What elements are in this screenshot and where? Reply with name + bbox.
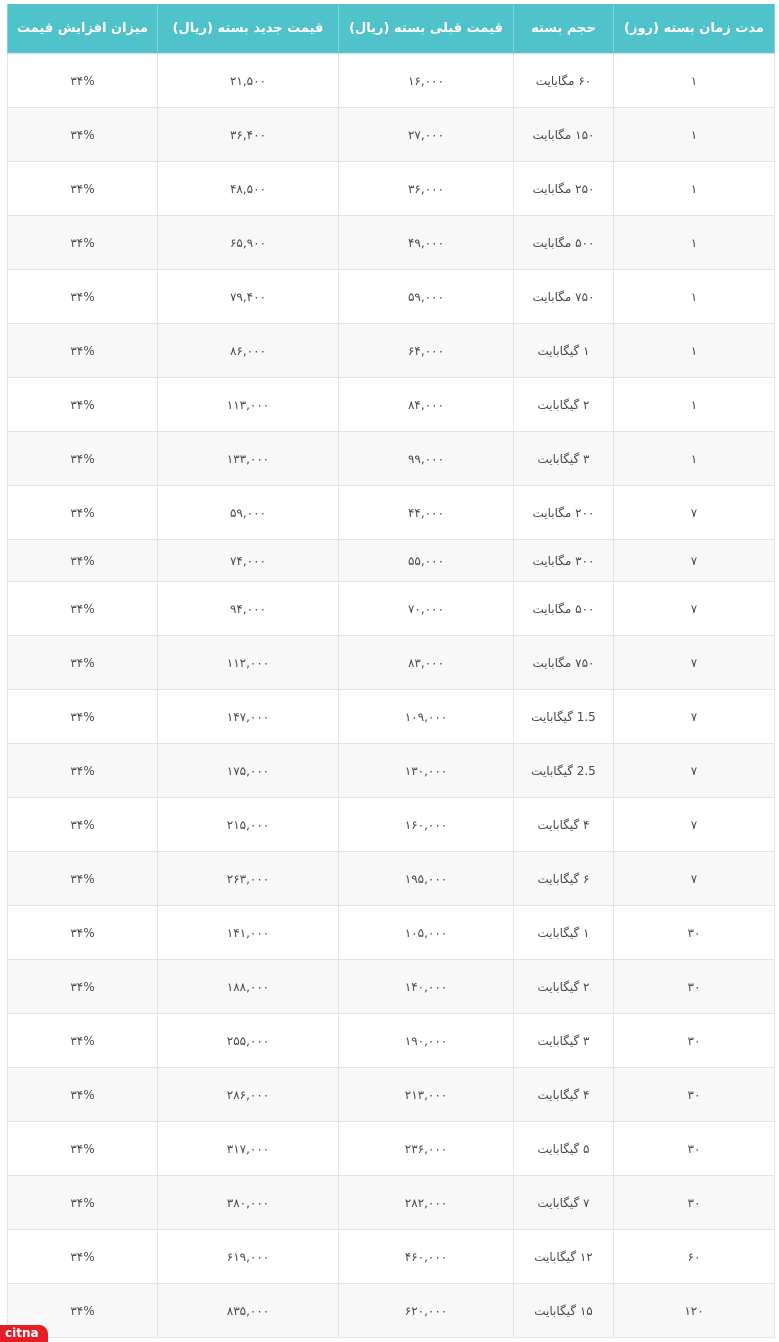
cell-old-price: ۱۹۰,۰۰۰ xyxy=(339,1014,514,1068)
table-row xyxy=(8,1014,775,1068)
cell-new-price: ۱۳۳,۰۰۰ xyxy=(158,432,339,486)
header-duration: مدت زمان بسته (روز) xyxy=(614,4,775,54)
cell-duration: ۳۰ xyxy=(614,1068,775,1122)
cell-increase: ۳۴% xyxy=(8,324,158,378)
cell-volume: ۵ گیگابایت xyxy=(514,1122,614,1176)
cell-increase: ۳۴% xyxy=(8,108,158,162)
cell-increase: ۳۴% xyxy=(8,636,158,690)
cell-old-price: ۸۴,۰۰۰ xyxy=(339,378,514,432)
cell-increase: ۳۴% xyxy=(8,486,158,540)
cell-increase: ۳۴% xyxy=(8,1122,158,1176)
cell-duration: ۳۰ xyxy=(614,906,775,960)
citna-logo: citna xyxy=(0,1325,48,1342)
table-row xyxy=(8,960,775,1014)
cell-old-price: ۱۰۹,۰۰۰ xyxy=(339,690,514,744)
cell-new-price: ۳۶,۴۰۰ xyxy=(158,108,339,162)
header-new-price: قیمت جدید بسته (ریال) xyxy=(158,4,339,54)
table-row xyxy=(8,540,775,582)
cell-duration: ۱ xyxy=(614,108,775,162)
cell-volume: ۱۵۰ مگابایت xyxy=(514,108,614,162)
table-row xyxy=(8,1176,775,1230)
price-table xyxy=(7,4,775,1338)
cell-old-price: ۱۰۵,۰۰۰ xyxy=(339,906,514,960)
header-row xyxy=(8,4,775,54)
cell-duration: ۱ xyxy=(614,54,775,108)
cell-increase: ۳۴% xyxy=(8,690,158,744)
cell-increase: ۳۴% xyxy=(8,960,158,1014)
cell-volume: ۶۰ مگابایت xyxy=(514,54,614,108)
cell-increase: ۳۴% xyxy=(8,906,158,960)
cell-old-price: ۵۵,۰۰۰ xyxy=(339,540,514,582)
header-increase: میزان افزایش قیمت xyxy=(8,4,158,54)
cell-duration: ۷ xyxy=(614,744,775,798)
cell-duration: ۷ xyxy=(614,690,775,744)
cell-new-price: ۱۴۷,۰۰۰ xyxy=(158,690,339,744)
table-row xyxy=(8,1122,775,1176)
cell-new-price: ۱۱۲,۰۰۰ xyxy=(158,636,339,690)
cell-volume: ۷ گیگابایت xyxy=(514,1176,614,1230)
cell-old-price: ۳۶,۰۰۰ xyxy=(339,162,514,216)
cell-old-price: ۲۷,۰۰۰ xyxy=(339,108,514,162)
cell-new-price: ۶۱۹,۰۰۰ xyxy=(158,1230,339,1284)
table-row xyxy=(8,690,775,744)
cell-duration: ۱ xyxy=(614,432,775,486)
table-row xyxy=(8,432,775,486)
cell-old-price: ۲۸۲,۰۰۰ xyxy=(339,1176,514,1230)
cell-new-price: ۸۶,۰۰۰ xyxy=(158,324,339,378)
cell-increase: ۳۴% xyxy=(8,540,158,582)
cell-increase: ۳۴% xyxy=(8,1284,158,1338)
cell-duration: ۷ xyxy=(614,852,775,906)
cell-volume: ۱ گیگابایت xyxy=(514,906,614,960)
table-row xyxy=(8,324,775,378)
table-row xyxy=(8,54,775,108)
cell-volume: ۱۲ گیگابایت xyxy=(514,1230,614,1284)
cell-old-price: ۵۹,۰۰۰ xyxy=(339,270,514,324)
cell-duration: ۳۰ xyxy=(614,1176,775,1230)
cell-new-price: ۲۶۳,۰۰۰ xyxy=(158,852,339,906)
cell-duration: ۱ xyxy=(614,378,775,432)
cell-volume: ۱۵ گیگابایت xyxy=(514,1284,614,1338)
cell-old-price: ۴۶۰,۰۰۰ xyxy=(339,1230,514,1284)
table-row xyxy=(8,798,775,852)
cell-increase: ۳۴% xyxy=(8,798,158,852)
table-header xyxy=(8,4,775,54)
table-row xyxy=(8,216,775,270)
table-row xyxy=(8,108,775,162)
cell-old-price: ۲۳۶,۰۰۰ xyxy=(339,1122,514,1176)
cell-old-price: ۶۴,۰۰۰ xyxy=(339,324,514,378)
cell-duration: ۳۰ xyxy=(614,1014,775,1068)
cell-old-price: ۴۴,۰۰۰ xyxy=(339,486,514,540)
cell-volume: ۱ گیگابایت xyxy=(514,324,614,378)
cell-old-price: ۴۹,۰۰۰ xyxy=(339,216,514,270)
cell-volume: ۷۵۰ مگابایت xyxy=(514,636,614,690)
cell-duration: ۱ xyxy=(614,162,775,216)
cell-new-price: ۸۳۵,۰۰۰ xyxy=(158,1284,339,1338)
cell-volume: 1.5 گیگابایت xyxy=(514,690,614,744)
cell-increase: ۳۴% xyxy=(8,162,158,216)
cell-duration: ۷ xyxy=(614,636,775,690)
cell-new-price: ۱۸۸,۰۰۰ xyxy=(158,960,339,1014)
cell-volume: ۳ گیگابایت xyxy=(514,432,614,486)
cell-duration: ۷ xyxy=(614,486,775,540)
cell-old-price: ۷۰,۰۰۰ xyxy=(339,582,514,636)
cell-increase: ۳۴% xyxy=(8,216,158,270)
cell-new-price: ۶۵,۹۰۰ xyxy=(158,216,339,270)
table-row xyxy=(8,1230,775,1284)
cell-new-price: ۳۸۰,۰۰۰ xyxy=(158,1176,339,1230)
cell-increase: ۳۴% xyxy=(8,852,158,906)
cell-duration: ۷ xyxy=(614,798,775,852)
cell-increase: ۳۴% xyxy=(8,1176,158,1230)
cell-new-price: ۱۴۱,۰۰۰ xyxy=(158,906,339,960)
cell-volume: ۲۵۰ مگابایت xyxy=(514,162,614,216)
table-row xyxy=(8,1068,775,1122)
cell-volume: 2.5 گیگابایت xyxy=(514,744,614,798)
cell-increase: ۳۴% xyxy=(8,432,158,486)
cell-new-price: ۲۵۵,۰۰۰ xyxy=(158,1014,339,1068)
cell-increase: ۳۴% xyxy=(8,1068,158,1122)
cell-new-price: ۷۹,۴۰۰ xyxy=(158,270,339,324)
table-row xyxy=(8,582,775,636)
cell-increase: ۳۴% xyxy=(8,744,158,798)
cell-duration: ۱ xyxy=(614,270,775,324)
cell-volume: ۷۵۰ مگابایت xyxy=(514,270,614,324)
cell-increase: ۳۴% xyxy=(8,1230,158,1284)
cell-new-price: ۱۱۳,۰۰۰ xyxy=(158,378,339,432)
cell-new-price: ۵۹,۰۰۰ xyxy=(158,486,339,540)
table-row xyxy=(8,378,775,432)
table-row xyxy=(8,1284,775,1338)
table-row xyxy=(8,636,775,690)
cell-old-price: ۱۶۰,۰۰۰ xyxy=(339,798,514,852)
cell-increase: ۳۴% xyxy=(8,54,158,108)
cell-duration: ۱ xyxy=(614,216,775,270)
cell-new-price: ۷۴,۰۰۰ xyxy=(158,540,339,582)
cell-old-price: ۱۳۰,۰۰۰ xyxy=(339,744,514,798)
cell-old-price: ۸۳,۰۰۰ xyxy=(339,636,514,690)
cell-volume: ۲۰۰ مگابایت xyxy=(514,486,614,540)
cell-new-price: ۲۱,۵۰۰ xyxy=(158,54,339,108)
table-row xyxy=(8,852,775,906)
cell-increase: ۳۴% xyxy=(8,1014,158,1068)
cell-volume: ۵۰۰ مگابایت xyxy=(514,582,614,636)
header-old-price: قیمت قبلی بسته (ریال) xyxy=(339,4,514,54)
cell-volume: ۲ گیگابایت xyxy=(514,378,614,432)
table-row xyxy=(8,162,775,216)
table-body xyxy=(8,54,775,1338)
cell-volume: ۴ گیگابایت xyxy=(514,1068,614,1122)
cell-old-price: ۱۴۰,۰۰۰ xyxy=(339,960,514,1014)
cell-volume: ۴ گیگابایت xyxy=(514,798,614,852)
cell-duration: ۷ xyxy=(614,582,775,636)
table-row xyxy=(8,270,775,324)
cell-increase: ۳۴% xyxy=(8,270,158,324)
table-row xyxy=(8,486,775,540)
cell-new-price: ۹۴,۰۰۰ xyxy=(158,582,339,636)
cell-increase: ۳۴% xyxy=(8,582,158,636)
cell-old-price: ۹۹,۰۰۰ xyxy=(339,432,514,486)
cell-volume: ۲ گیگابایت xyxy=(514,960,614,1014)
cell-old-price: ۱۹۵,۰۰۰ xyxy=(339,852,514,906)
cell-duration: ۱ xyxy=(614,324,775,378)
cell-new-price: ۱۷۵,۰۰۰ xyxy=(158,744,339,798)
cell-duration: ۳۰ xyxy=(614,960,775,1014)
cell-old-price: ۲۱۳,۰۰۰ xyxy=(339,1068,514,1122)
cell-new-price: ۲۱۵,۰۰۰ xyxy=(158,798,339,852)
table-row xyxy=(8,906,775,960)
cell-volume: ۳۰۰ مگابایت xyxy=(514,540,614,582)
cell-increase: ۳۴% xyxy=(8,378,158,432)
cell-new-price: ۳۱۷,۰۰۰ xyxy=(158,1122,339,1176)
cell-new-price: ۴۸,۵۰۰ xyxy=(158,162,339,216)
price-table-container xyxy=(7,4,774,1338)
cell-volume: ۵۰۰ مگابایت xyxy=(514,216,614,270)
cell-duration: ۱۲۰ xyxy=(614,1284,775,1338)
cell-volume: ۶ گیگابایت xyxy=(514,852,614,906)
cell-duration: ۷ xyxy=(614,540,775,582)
cell-duration: ۶۰ xyxy=(614,1230,775,1284)
header-volume: حجم بسته xyxy=(514,4,614,54)
cell-volume: ۳ گیگابایت xyxy=(514,1014,614,1068)
cell-old-price: ۱۶,۰۰۰ xyxy=(339,54,514,108)
cell-new-price: ۲۸۶,۰۰۰ xyxy=(158,1068,339,1122)
cell-old-price: ۶۲۰,۰۰۰ xyxy=(339,1284,514,1338)
table-row xyxy=(8,744,775,798)
cell-duration: ۳۰ xyxy=(614,1122,775,1176)
